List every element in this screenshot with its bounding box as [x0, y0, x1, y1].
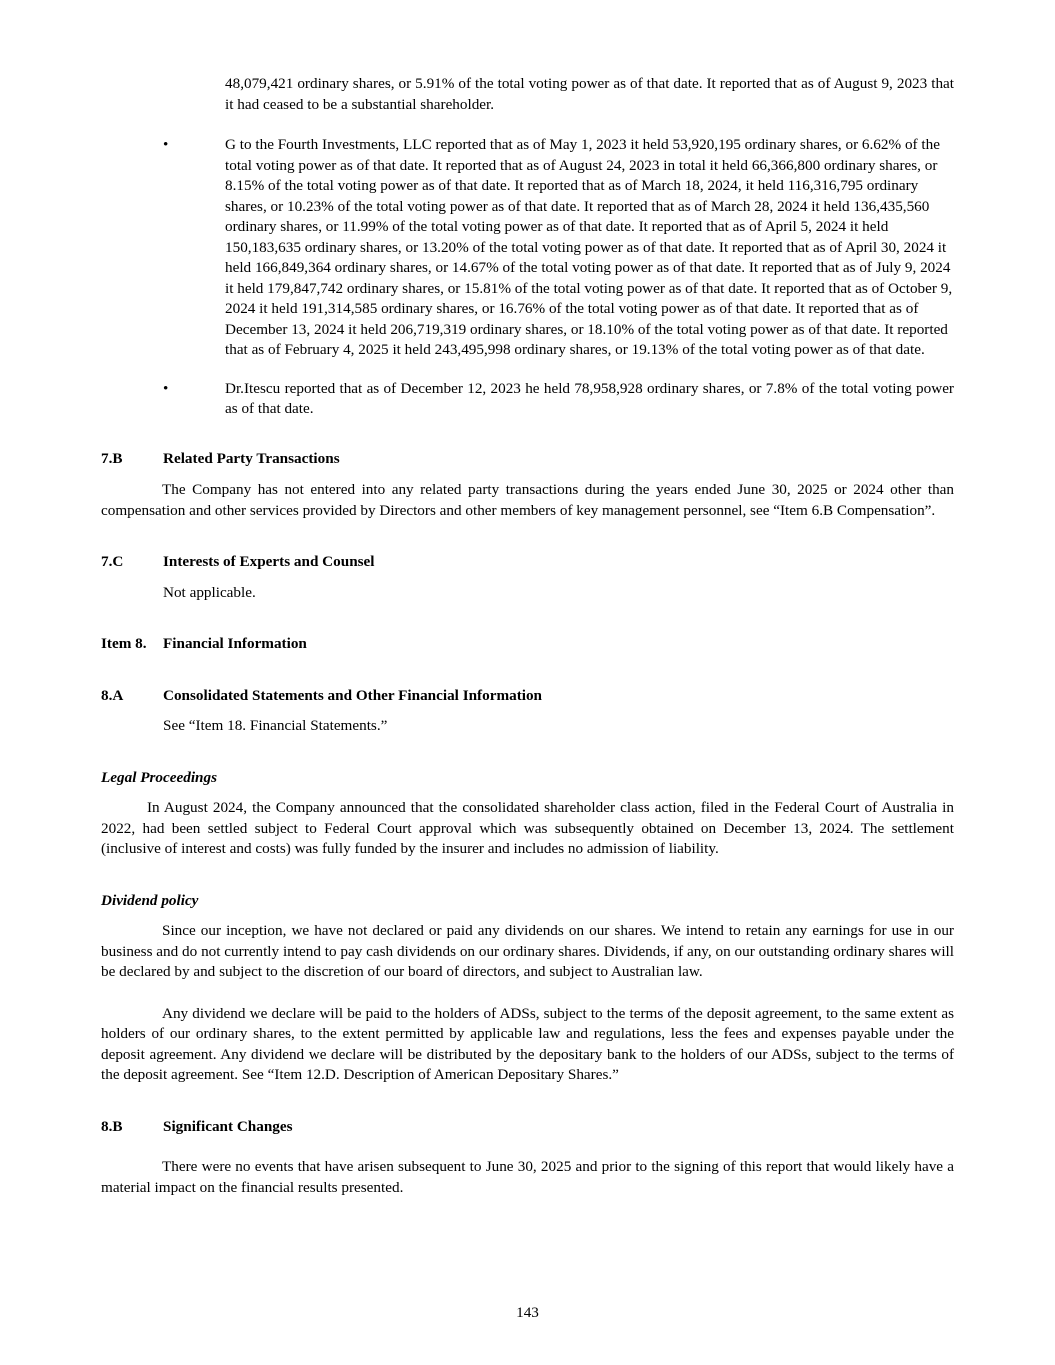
bullet-marker: •: [163, 136, 169, 153]
item-number: Item 8.: [101, 635, 147, 652]
item-heading-8: [101, 634, 954, 655]
continuation-paragraph: 48,079,421 ordinary shares, or 5.91% of the total voting power as of that date. It reported that as of August 9, 2023 that it had ceased to be a substantial shareholder.: [225, 75, 954, 113]
list-item: [101, 379, 954, 420]
legal-proceedings-body: In August 2024, the Company announced that the consolidated shareholder class action, filed in the Federal Court of Australia in 2022, had been settled subject to Federal Court approval which was subsequently obtained on December 13, 2024. The settlement (inclusive of interest and costs) was fully funded by the insurer and includes no admission of liability.: [101, 799, 954, 857]
subheading-legal-proceedings: Legal Proceedings: [101, 768, 217, 786]
item-title: Financial Information: [163, 635, 307, 652]
section-body-8a: See “Item 18. Financial Statements.”: [163, 717, 388, 734]
section-body-8b: There were no events that have arisen subsequent to June 30, 2025 and prior to the signing of this report that would likely have a material impact on the financial results presented.: [101, 1158, 954, 1196]
section-number: 7.C: [101, 553, 124, 570]
section-heading-8a: [101, 686, 954, 707]
section-title: Related Party Transactions: [163, 449, 340, 467]
section-heading-7c: [101, 552, 954, 573]
section-number: 8.B: [101, 1117, 123, 1135]
bullet-text: G to the Fourth Investments, LLC reported that as of May 1, 2023 it held 53,920,195 ordinary shares, or 6.62% of the total voting power as of that date. It reported that as of August 24, 2023 in total it held 66,366,800 ordinary shares, or 8.15% of the total voting power as of that date. It reported that as of March 18, 2024, it held 116,316,795 ordinary shares, or 10.23% of the total voting power as of that date. It reported that as of March 28, 2024 it held 136,435,560 ordinary shares, or 11.99% of the total voting power as of that date. It reported that as of April 5, 2024 it held 150,183,635 ordinary shares, or 13.20% of the total voting power as of that date. It reported that as of April 30, 2024 it held 166,849,364 ordinary shares, or 14.67% of the total voting power as of that date. It reported that as of July 9, 2024 it held 179,847,742 ordinary shares, or 15.81% of the total voting power as of that date. It reported that as of October 9, 2024 it held 191,314,585 ordinary shares, or 16.76% of the total voting power as of that date. It reported that as of December 13, 2024 it held 206,719,319 ordinary shares, or 18.10% of the total voting power as of that date. It reported that as of February 4, 2025 it held 243,495,998 ordinary shares, or 19.13% of the total voting power as of that date.: [225, 136, 953, 358]
section-number: 8.A: [101, 686, 124, 704]
list-item: [101, 135, 954, 361]
section-title: Significant Changes: [163, 1117, 293, 1135]
dividend-paragraph-1: Since our inception, we have not declared or paid any dividends on our shares. We intend to retain any earnings for use in our business and do not currently intend to pay cash dividends on our ordinary shares. Dividends, if any, on our outstanding ordinary shares will be declared by and subject to the discretion of our board of directors, and subject to Australian law.: [101, 922, 954, 980]
section-heading-7b: [101, 449, 954, 470]
page-number: 143: [516, 1304, 539, 1321]
document-page: [101, 74, 954, 1198]
section-title: Interests of Experts and Counsel: [163, 553, 375, 570]
bullet-text: Dr.Itescu reported that as of December 12, 2023 he held 78,958,928 ordinary shares, or 7.8% of the total voting power as of that date.: [225, 379, 954, 417]
section-body-7b: The Company has not entered into any related party transactions during the years ended June 30, 2025 or 2024 other than compensation and other services provided by Directors and other members of key management personnel, see “Item 6.B Compensation”.: [101, 481, 954, 519]
section-body-7c: Not applicable.: [163, 583, 256, 601]
subheading-dividend-policy: Dividend policy: [101, 891, 199, 909]
section-title: Consolidated Statements and Other Financial Information: [163, 686, 543, 704]
bullet-marker: •: [163, 379, 169, 397]
section-number: 7.B: [101, 449, 123, 467]
section-heading-8b: [101, 1117, 954, 1138]
dividend-paragraph-2: Any dividend we declare will be paid to the holders of ADSs, subject to the terms of the deposit agreement, to the same extent as holders of our ordinary shares, to the extent permitted by applicable law and regulations, less the fees and expenses payable under the deposit agreement. Any dividend we declare will be distributed by the depositary bank to the holders of our ADSs, subject to the terms of the deposit agreement. See “Item 12.D. Description of American Depositary Shares.”: [101, 1004, 954, 1083]
